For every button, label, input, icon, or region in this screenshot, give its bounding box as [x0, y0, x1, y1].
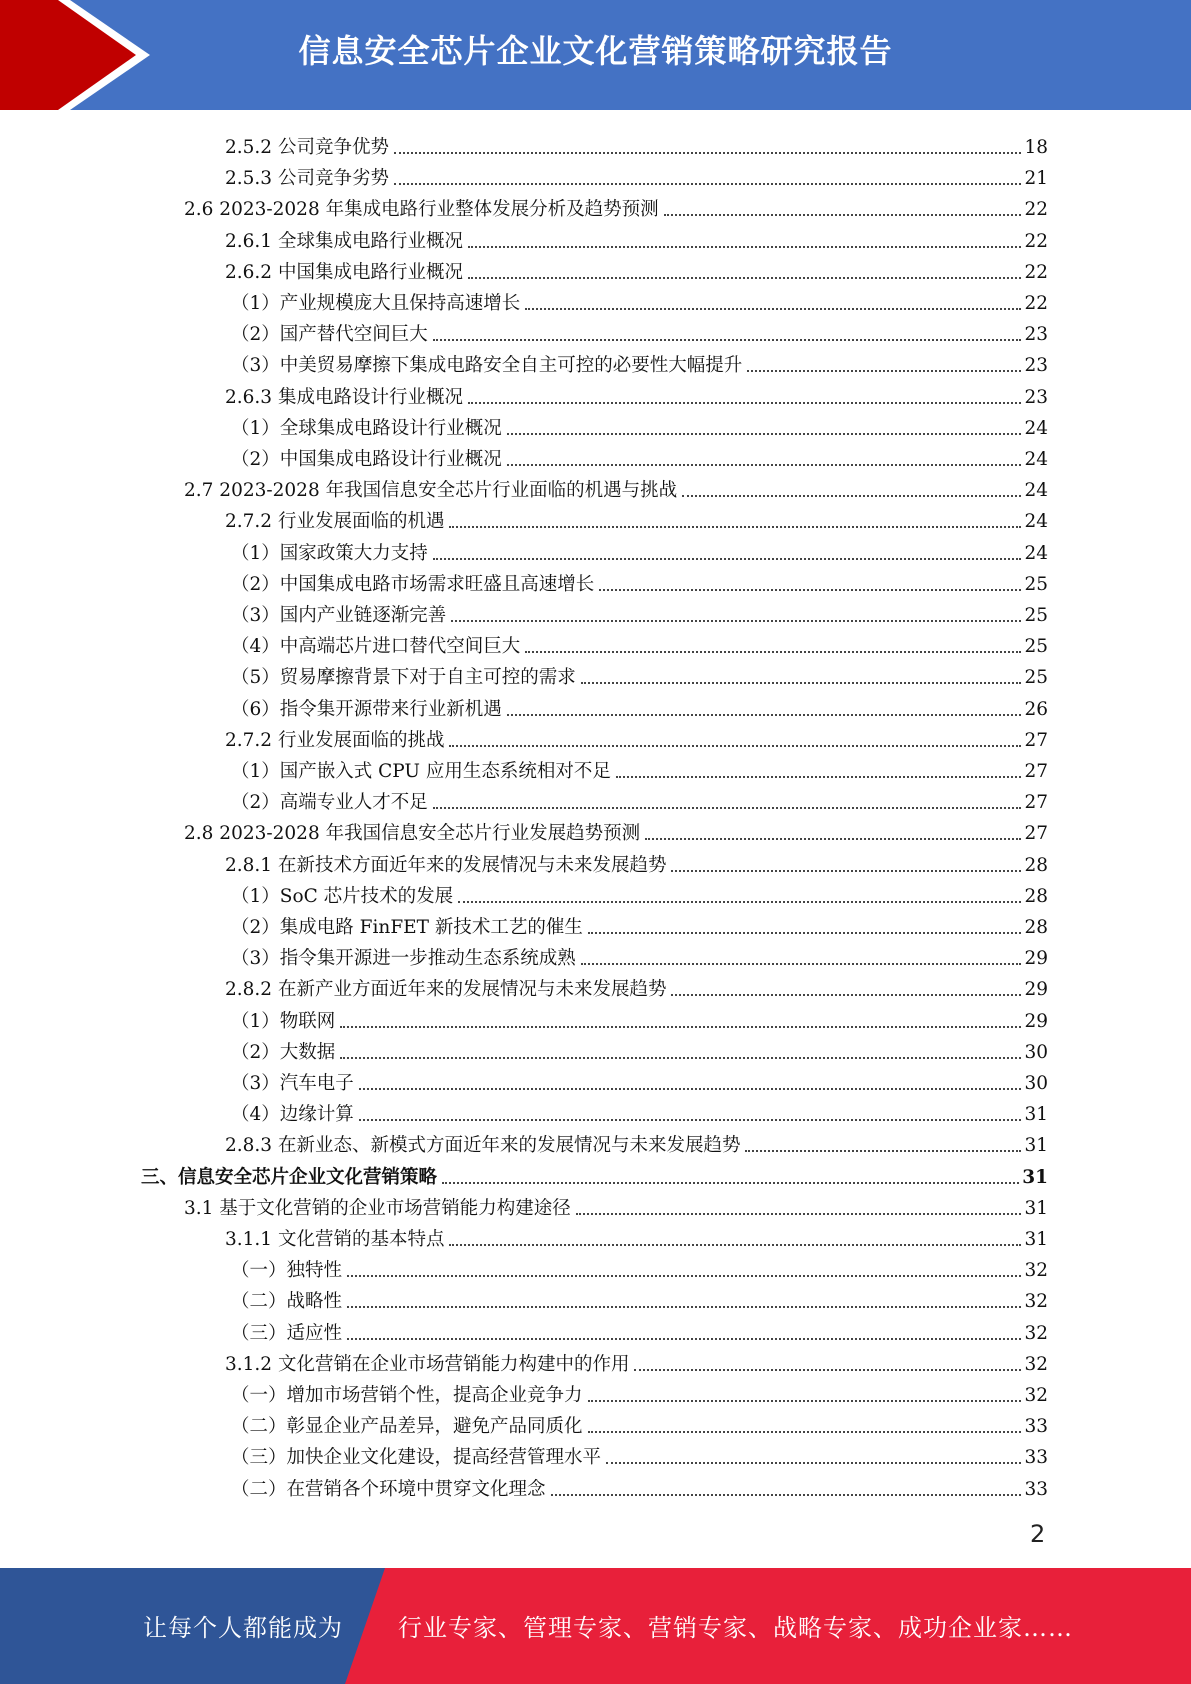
toc-entry-label: 2.8.3 在新业态、新模式方面近年来的发展情况与未来发展趋势 [225, 1135, 741, 1157]
toc-entry-page: 30 [1024, 1041, 1048, 1063]
toc-leader-dots [664, 214, 1022, 216]
toc-entry-label: 2.8 2023-2028 年我国信息安全芯片行业发展趋势预测 [184, 823, 641, 845]
toc-entry-label: 2.7.2 行业发展面临的机遇 [225, 511, 445, 533]
toc-entry-page: 32 [1024, 1291, 1048, 1313]
toc-leader-dots [747, 370, 1021, 372]
toc-entry[interactable] [184, 814, 1048, 845]
toc-leader-dots [449, 526, 1021, 528]
toc-entry-page: 31 [1024, 1104, 1048, 1126]
toc-leader-dots [616, 776, 1022, 778]
toc-entry-page: 22 [1024, 293, 1048, 314]
toc-entry[interactable] [225, 222, 1048, 253]
toc-entry-label: （1）国产嵌入式 CPU 应用生态系统相对不足 [231, 761, 611, 782]
toc-leader-dots [551, 1494, 1022, 1496]
toc-entry-label: （二）战略性 [231, 1291, 343, 1313]
toc-leader-dots [359, 1088, 1022, 1090]
toc-leader-dots [581, 682, 1022, 684]
toc-entry-page: 27 [1024, 823, 1048, 845]
toc-entry[interactable] [231, 1438, 1048, 1469]
toc-entry[interactable] [225, 128, 1048, 159]
toc-entry[interactable] [231, 939, 1048, 970]
toc-entry-label: （3）汽车电子 [231, 1073, 354, 1094]
toc-leader-dots [347, 1275, 1021, 1277]
toc-entry[interactable] [225, 159, 1048, 190]
toc-entry-page: 26 [1024, 698, 1048, 720]
toc-entry-page: 22 [1024, 230, 1048, 252]
toc-entry[interactable] [225, 846, 1048, 877]
toc-entry[interactable] [231, 1407, 1048, 1438]
toc-entry-page: 31 [1024, 1135, 1048, 1157]
toc-entry-label: 2.5.2 公司竞争优势 [225, 137, 389, 158]
toc-entry-label: （2）国产替代空间巨大 [231, 324, 428, 346]
toc-entry-page: 27 [1024, 792, 1048, 814]
toc-entry[interactable] [231, 346, 1048, 377]
toc-entry-page: 21 [1024, 168, 1048, 190]
toc-entry-page: 31 [1024, 1197, 1048, 1219]
toc-entry-label: （4）边缘计算 [231, 1104, 354, 1126]
toc-entry-label: 2.6.2 中国集成电路行业概况 [225, 261, 463, 283]
toc-entry-page: 33 [1024, 1478, 1048, 1500]
toc-entry[interactable] [231, 1282, 1048, 1313]
toc-entry-label: （2）中国集成电路市场需求旺盛且高速增长 [231, 573, 595, 595]
toc-entry[interactable] [231, 284, 1048, 315]
toc-entry-label: （1）全球集成电路设计行业概况 [231, 417, 502, 439]
toc-entry-page: 32 [1024, 1260, 1048, 1282]
toc-entry-page: 27 [1024, 761, 1048, 782]
toc-entry-page: 28 [1024, 854, 1048, 876]
toc-entry-label: （3）指令集开源进一步推动生态系统成熟 [231, 948, 576, 970]
toc-leader-dots [671, 870, 1021, 872]
toc-entry[interactable] [231, 409, 1048, 440]
toc-leader-dots [634, 1369, 1021, 1371]
toc-entry-label: （2）中国集成电路设计行业概况 [231, 449, 502, 470]
toc-leader-dots [433, 807, 1022, 809]
toc-entry-page: 33 [1024, 1416, 1048, 1438]
toc-entry-page: 23 [1024, 355, 1048, 377]
toc-leader-dots [682, 495, 1021, 497]
toc-entry-page: 23 [1024, 324, 1048, 346]
toc-leader-dots [449, 1244, 1021, 1246]
toc-entry[interactable] [231, 752, 1048, 783]
toc-leader-dots [394, 183, 1021, 185]
toc-entry-page: 28 [1024, 917, 1048, 938]
toc-entry-label: 2.7.2 行业发展面临的挑战 [225, 729, 445, 751]
footer-slogan-right: 行业专家、管理专家、营销专家、战略专家、成功企业家…… [398, 1614, 1073, 1642]
toc-leader-dots [599, 589, 1021, 591]
toc-entry-label: （2）集成电路 FinFET 新技术工艺的催生 [231, 917, 583, 938]
toc-entry-label: 三、信息安全芯片企业文化营销策略 [141, 1166, 438, 1188]
toc-entry-label: （1）国家政策大力支持 [231, 542, 428, 564]
footer-slogan-left: 让每个人都能成为 [143, 1614, 343, 1642]
toc-leader-dots [442, 1182, 1019, 1184]
toc-entry-label: （一）增加市场营销个性，提高企业竞争力 [231, 1385, 583, 1406]
footer-banner [0, 1568, 1191, 1684]
toc-entry[interactable] [231, 1251, 1048, 1282]
toc-entry-page: 29 [1024, 1010, 1048, 1032]
toc-entry-label: 2.8.1 在新技术方面近年来的发展情况与未来发展趋势 [225, 854, 667, 876]
toc-entry-page: 29 [1024, 948, 1048, 970]
toc-entry[interactable] [231, 1470, 1048, 1501]
page-number: 2 [1030, 1520, 1046, 1548]
toc-entry-page: 32 [1024, 1385, 1048, 1406]
toc-entry[interactable] [231, 1376, 1048, 1407]
toc-entry-page: 29 [1024, 979, 1048, 1001]
toc-leader-dots [525, 308, 1021, 310]
toc-entry-page: 27 [1024, 729, 1048, 751]
toc-entry-page: 30 [1024, 1073, 1048, 1094]
toc-entry[interactable] [225, 970, 1048, 1001]
toc-leader-dots [340, 1026, 1021, 1028]
toc-entry[interactable] [225, 1126, 1048, 1157]
toc-entry-page: 22 [1024, 199, 1048, 221]
toc-entry[interactable] [225, 502, 1048, 533]
toc-leader-dots [433, 558, 1022, 560]
toc-leader-dots [671, 994, 1021, 996]
toc-entry-page: 25 [1024, 667, 1048, 689]
toc-entry-page: 25 [1024, 636, 1048, 658]
toc-entry-page: 24 [1024, 417, 1048, 439]
toc-leader-dots [645, 838, 1021, 840]
toc-entry[interactable] [231, 1095, 1048, 1126]
toc-entry-label: 2.8.2 在新产业方面近年来的发展情况与未来发展趋势 [225, 979, 667, 1001]
toc-entry[interactable] [231, 1314, 1048, 1345]
toc-leader-dots [507, 433, 1022, 435]
toc-leader-dots [588, 1400, 1022, 1402]
toc-entry[interactable] [225, 378, 1048, 409]
toc-entry[interactable] [231, 658, 1048, 689]
toc-entry[interactable] [231, 565, 1048, 596]
toc-entry-page: 33 [1024, 1447, 1048, 1469]
toc-leader-dots [576, 1213, 1022, 1215]
toc-entry-label: （3）国内产业链逐渐完善 [231, 605, 447, 626]
toc-entry[interactable] [225, 721, 1048, 752]
toc-entry-page: 31 [1022, 1166, 1048, 1188]
toc-entry-label: （6）指令集开源带来行业新机遇 [231, 698, 502, 720]
toc-entry[interactable] [184, 190, 1048, 221]
toc-entry-label: （二）彰显企业产品差异，避免产品同质化 [231, 1416, 583, 1438]
toc-entry-page: 28 [1024, 885, 1048, 907]
toc-entry-label: 2.7 2023-2028 年我国信息安全芯片行业面临的机遇与挑战 [184, 480, 678, 502]
toc-entry[interactable] [184, 471, 1048, 502]
toc-entry-page: 22 [1024, 261, 1048, 283]
toc-leader-dots [745, 1150, 1021, 1152]
toc-entry-label: （2）高端专业人才不足 [231, 792, 428, 814]
toc-entry-page: 24 [1024, 449, 1048, 470]
toc-entry-page: 24 [1024, 511, 1048, 533]
toc-entry-label: （一）独特性 [231, 1260, 343, 1282]
toc-entry[interactable] [231, 627, 1048, 658]
toc-leader-dots [507, 714, 1022, 716]
toc-entry[interactable] [231, 1064, 1048, 1095]
toc-entry[interactable] [231, 440, 1048, 471]
toc-leader-dots [347, 1306, 1021, 1308]
toc-entry[interactable] [231, 1002, 1048, 1033]
toc-entry-label: （三）加快企业文化建设，提高经营管理水平 [231, 1447, 602, 1469]
toc-entry-label: 2.6.3 集成电路设计行业概况 [225, 386, 463, 408]
toc-entry-label: （1）物联网 [231, 1010, 336, 1032]
toc-entry[interactable] [231, 534, 1048, 565]
toc-leader-dots [588, 932, 1022, 934]
toc-leader-dots [394, 152, 1021, 154]
toc-entry-label: 3.1.1 文化营销的基本特点 [225, 1229, 445, 1250]
toc-entry-label: 3.1 基于文化营销的企业市场营销能力构建途径 [184, 1197, 571, 1219]
toc-entry[interactable] [225, 1220, 1048, 1251]
toc-entry[interactable] [141, 1158, 1048, 1189]
document-title: 信息安全芯片企业文化营销策略研究报告 [298, 32, 893, 70]
toc-entry-page: 18 [1024, 137, 1048, 158]
toc-entry-page: 31 [1024, 1229, 1048, 1250]
toc-entry-page: 25 [1024, 573, 1048, 595]
toc-leader-dots [449, 745, 1021, 747]
toc-entry[interactable] [231, 908, 1048, 939]
toc-entry[interactable] [231, 315, 1048, 346]
toc-leader-dots [451, 620, 1021, 622]
toc-entry[interactable] [231, 1033, 1048, 1064]
toc-entry-label: 2.5.3 公司竞争劣势 [225, 168, 389, 190]
toc-leader-dots [468, 246, 1021, 248]
toc-entry-label: （5）贸易摩擦背景下对于自主可控的需求 [231, 667, 576, 689]
toc-entry-page: 32 [1024, 1322, 1048, 1344]
toc-leader-dots [340, 1057, 1021, 1059]
toc-leader-dots [468, 277, 1021, 279]
toc-entry[interactable] [225, 1345, 1048, 1376]
toc-entry-label: （二）在营销各个环境中贯穿文化理念 [231, 1478, 546, 1500]
toc-entry-label: （1）SoC 芯片技术的发展 [231, 885, 454, 907]
toc-entry-page: 23 [1024, 386, 1048, 408]
toc-entry-page: 32 [1024, 1353, 1048, 1375]
toc-entry[interactable] [231, 783, 1048, 814]
toc-entry-label: 2.6 2023-2028 年集成电路行业整体发展分析及趋势预测 [184, 199, 659, 221]
toc-leader-dots [359, 1119, 1022, 1121]
toc-entry-label: （3）中美贸易摩擦下集成电路安全自主可控的必要性大幅提升 [231, 355, 743, 377]
toc-leader-dots [347, 1338, 1021, 1340]
toc-entry-label: （1）产业规模庞大且保持高速增长 [231, 293, 521, 314]
toc-leader-dots [588, 1431, 1022, 1433]
toc-entry-label: 3.1.2 文化营销在企业市场营销能力构建中的作用 [225, 1353, 630, 1375]
toc-leader-dots [458, 901, 1021, 903]
toc-leader-dots [606, 1462, 1021, 1464]
toc-entry[interactable] [231, 690, 1048, 721]
toc-entry[interactable] [225, 253, 1048, 284]
toc-entry[interactable] [184, 1189, 1048, 1220]
toc-leader-dots [433, 339, 1022, 341]
toc-leader-dots [468, 402, 1021, 404]
toc-entry-label: 2.6.1 全球集成电路行业概况 [225, 230, 463, 252]
toc-entry-label: （三）适应性 [231, 1322, 343, 1344]
toc-entry-page: 24 [1024, 480, 1048, 502]
toc-leader-dots [507, 464, 1022, 466]
toc-entry[interactable] [231, 596, 1048, 627]
toc-leader-dots [525, 651, 1021, 653]
toc-entry-label: （4）中高端芯片进口替代空间巨大 [231, 636, 521, 658]
toc-leader-dots [581, 963, 1022, 965]
header-banner [0, 0, 1191, 110]
toc-entry-label: （2）大数据 [231, 1041, 336, 1063]
toc-entry-page: 24 [1024, 542, 1048, 564]
toc-entry[interactable] [231, 877, 1048, 908]
toc-entry-page: 25 [1024, 605, 1048, 626]
